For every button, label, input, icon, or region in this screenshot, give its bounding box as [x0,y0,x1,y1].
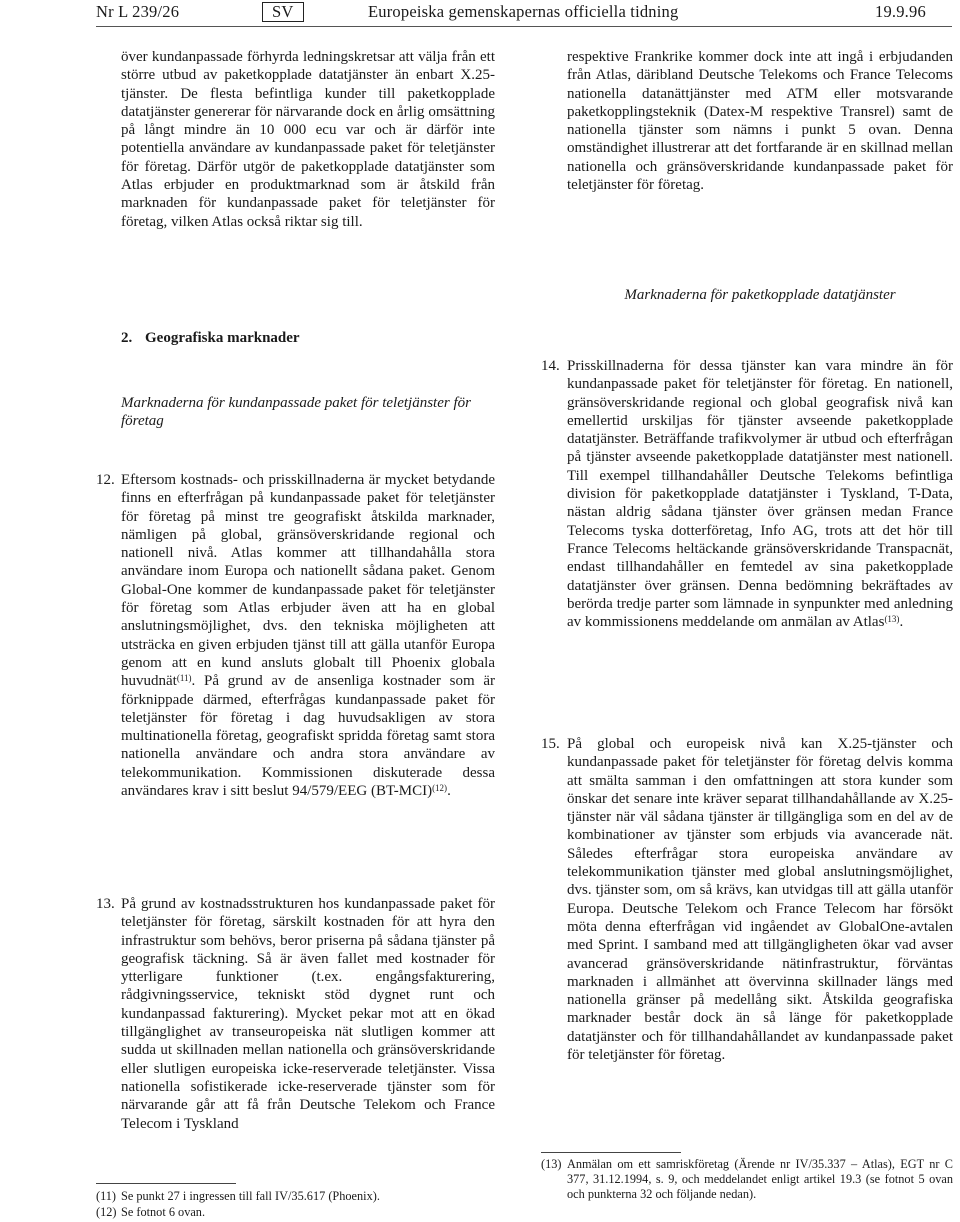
paragraph-15: På global och europeisk nivå kan X.25-tjänster och kundanpassade paket för teletjänster för företag delvis komma att smälta samman i den omfattningen att stora kunder som önskar det senare inte kräver separat tillhandahållande av X.25-tjänster när väl sådana tjänster är tillgängliga som en del av de kombinationer av tjänster som erbjuds via avancerade nät. Således efterfrågar stora europeiska användare av telekommunikation tjänster med global anslutningsmöjlighet, dvs. tjänster som, om så krävs, kan utvidgas till att gälla utanför Europa. Deutsche Telekom och France Telecom har försökt möta denna efterfrågan vid ingåendet av GlobalOne-avtalen med Sprint. I samband med att tillgängligheten ökar vad avser avancerad gränsöverskridande nätinfrastruktur, förväntas marknaden i allmänhet att övervinna skillnader längs med nationella gränser på medellång sikt. Åtskilda geografiska marknader består dock än så länge för paketkopplade datatjänster och för tillhandahållandet av kundanpassade paket för teletjänster för företag. [567,736,953,1064]
section-title: Geografiska marknader [145,330,300,346]
paragraph-12 [121,471,495,800]
footnote-13-mark: (13) [541,1157,562,1171]
footnote-13: Anmälan om ett samriskföretag (Ärende nr IV/35.337 – Atlas), EGT nr C 377, 31.12.1994, s. 9, och meddelandet enligt artikel 19.3 (se fotnot 5 ovan och punkterna 32 och följande nedan). [567,1157,953,1202]
section-number: 2. [121,330,133,346]
paragraph-14-text: Prisskillnaderna för dessa tjänster kan vara mindre än för kundanpassade paket för teletjänster för företag. En nationell, gränsöverskridande regional och global geografisk nivå kan emellertid urskiljas för tjänster avseende paketkopplade datatjänster. Beträffande trafikvolymer är utbud och efterfrågan på tjänster avseende paketkopplade datatjänster mest nationell. Till exempel tillhandahåller Deutsche Telekoms befintliga division för paketkopplade datatjänster i Tyskland, T-Data, nästan aldrig sådana tjänster över gränsen medan France Telecoms tyska dotterföretag, Info AG, trots att det hör till France Telecoms heltäckande gränsöverskridande Transpacnät, endast tillhandahåller en femtedel av sina paketkopplade datatjänster över gränsen. Denna bedömning bekräftades av berörda tredje parter som lämnade in synpunkter med anledning av kommissionens meddelande om anmälan av Atlas [567,358,953,631]
footnote-rule-right [541,1152,681,1153]
footnote-ref-11: (11) [176,673,192,684]
footnote-ref-13: (13) [884,614,900,625]
footnote-12-mark: (12) [96,1205,117,1219]
footnote-12: Se fotnot 6 ovan. [121,1205,206,1219]
publication-date: 19.9.96 [875,2,926,21]
right-intro-paragraph: respektive Frankrike kommer dock inte att ingå i erbjudanden från Atlas, däribland Deutsche Telekoms och France Telecoms nationella datanättjänster med ATM eller motsvarande paketkopplingsteknik (Datex-M respektive Transrel) samt de nationella tjänster som nämns i punkt 5 ovan. Denna omständighet illustrerar att det fortfarande är en skillnad mellan nationella och gränsöverskridande kundanpassade paket för teletjänster för företag. [567,49,953,194]
paragraph-13-number: 13. [96,896,115,912]
journal-title: Europeiska gemenskapernas officiella tidning [368,2,679,21]
paragraph-14-number: 14. [541,358,560,374]
language-code-box: SV [262,2,304,22]
footnote-11-mark: (11) [96,1189,117,1203]
page-number: Nr L 239/26 [96,2,180,21]
paragraph-12-number: 12. [96,472,115,488]
paragraph-13: På grund av kostnadsstrukturen hos kundanpassade paket för teletjänster för företag, särskilt kostnaden för att hyra den infrastruktur som behövs, beror priserna på sådana tjänster på geografisk täckning. Så är även fallet med kostnader för ytterligare funktioner (t.ex. engångsfakturering, rådgivningsservice, tekniskt stöd dygnet runt och kundanpassad fakturering). Mycket pekar mot att en ökad tillgänglighet av transeuropeiska nät slutligen kommer att sudda ut skillnaden mellan nationella och gränsöverskridande eller slutligen europeiska icke-reserverade teletjänster. Vissa nationella sofistikerade icke-reserverade tjänster som för närvarande går att få från Deutsche Telekom och France Telecom i Tyskland [121,896,495,1132]
paragraph-15-number: 15. [541,736,560,752]
left-intro-paragraph: över kundanpassade förhyrda ledningskretsar att välja från ett större utbud av paketkopplade datatjänster än enbart X.25-tjänster. De flesta befintliga kunder till paketkopplade datatjänster genererar för närvarande dock en årlig omsättning på långt mindre än 10 000 ecu var och är därför inte potentiella användare av kundanpassade paket för teletjänster för företag. Därför utgör de paketkopplade datatjänster som Atlas erbjuder en produktmarknad som är åtskild från marknaden för kundanpassade paket för teletjänster för företag, vilken Atlas också riktar sig till. [121,49,495,230]
paragraph-14-end: . [899,614,904,631]
footnote-rule-left [96,1183,236,1184]
paragraph-12-text-cont: . På grund av de ansenliga kostnader som är förknippade därmed, efterfrågas kundanpassade paket för teletjänster för företag i dag huvudsakligen av stora multinationella företag, geografiskt spridda företag samt stora nationella användare och andra stora användare av telekommunikation. Kommissionen diskuterade dessa användares krav i sitt beslut 94/579/EEG (BT-MCI) [121,673,495,800]
paragraph-12-end: . [447,783,451,800]
right-subheading: Marknaderna för paketkopplade datatjänster [624,287,896,303]
footnote-11: Se punkt 27 i ingressen till fall IV/35.617 (Phoenix). [121,1189,380,1203]
paragraph-12-text: Eftersom kostnads- och prisskillnaderna är mycket betydande finns en efterfrågan på kundanpassade paket för teletjänster för företag på minst tre geografiskt åtskilda marknader, nämligen på global, gränsöverskridande regional och nationell nivå. Atlas kommer att tillhandahålla stora användare inom Europa och nationellt sådana paket. Genom Global-One kommer de kundanpassade paket för teletjänster för företag som Atlas erbjuder även att ha en global anslutningsmöjlighet, dvs. den tekniska möjligheten att utsträcka en given erbjuden tjänst till att gälla utanför Europa genom att en kund ansluts globalt till Phoenix globala huvudnät [121,472,495,690]
footnote-ref-12: (12) [432,783,448,794]
left-subheading: Marknaderna för kundanpassade paket för teletjänster för företag [121,395,471,430]
language-code [262,2,304,22]
paragraph-14 [567,357,953,631]
header-rule [96,26,952,27]
